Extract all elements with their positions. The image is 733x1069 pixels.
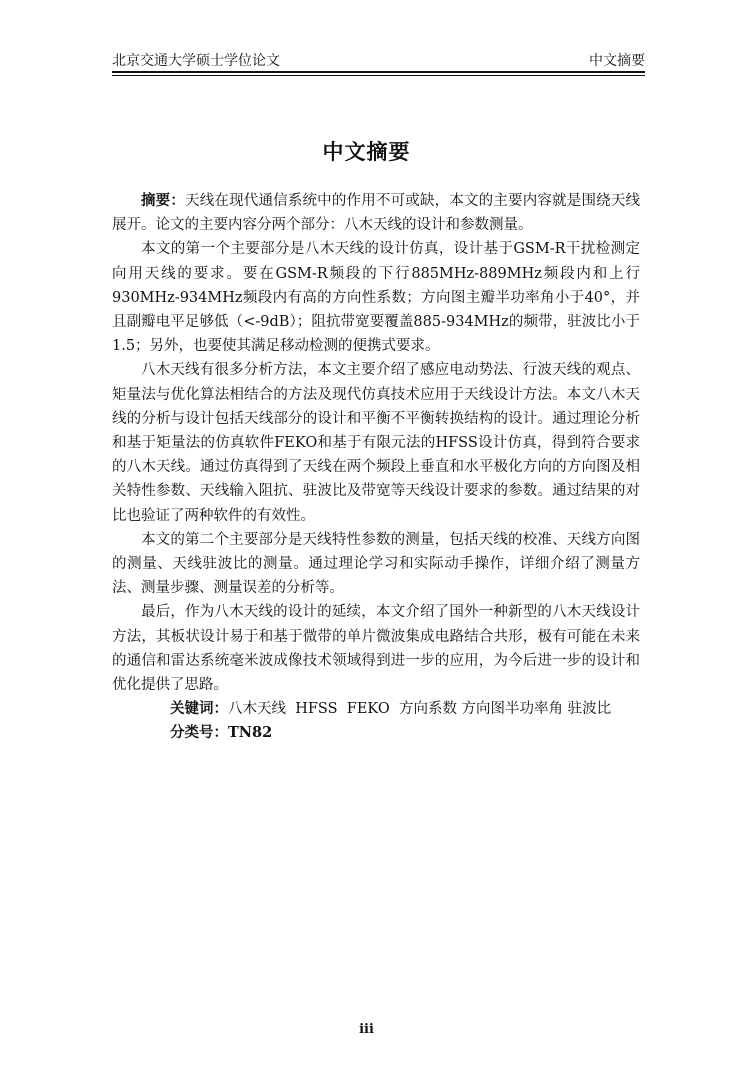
abstract-body — [112, 189, 640, 746]
page-number: iii — [359, 1022, 374, 1037]
keywords-label: 关键词： — [170, 700, 228, 718]
abstract-paragraph-4: 本文的第二个主要部分是天线特性参数的测量，包括天线的校准、天线方向图的测量、天线驻波比的测量。通过理论学习和实际动手操作，详细介绍了测量方法、测量步骤、测量误差的分析等。 — [112, 531, 640, 597]
page-title: 中文摘要 — [322, 140, 411, 164]
classification-value: TN82 — [228, 724, 273, 742]
abstract-paragraph-5: 最后，作为八木天线的设计的延续，本文介绍了国外一种新型的八木天线设计方法，其板状设计易于和基于微带的单片微波集成电路结合共形，极有可能在未来的通信和雷达系统毫米波成像技术领域得到进一步的应用，为今后进一步的设计和优化提供了思路。 — [112, 604, 640, 694]
classification-label: 分类号： — [170, 724, 228, 742]
header-section-title: 中文摘要 — [589, 53, 645, 69]
running-header — [112, 46, 645, 70]
header-rule-thin — [112, 75, 645, 76]
classification-line — [112, 721, 640, 745]
header-university-title: 北京交通大学硕士学位论文 — [112, 53, 280, 69]
keywords-value: 八木天线 HFSS FEKO 方向系数 方向图半功率角 驻波比 — [228, 701, 612, 718]
abstract-label: 摘要： — [141, 192, 186, 209]
abstract-paragraph-3: 八木天线有很多分析方法，本文主要介绍了感应电动势法、行波天线的观点、矩量法与优化算法相结合的方法及现代仿真技术应用于天线设计方法。本文八木天线的分析与设计包括天线部分的设计和平衡不平衡转换结构的设计。通过理论分析和基于矩量法的仿真软件FEKO和基于有限元法的HFSS设计仿真，得到符合要求的八木天线。通过仿真得到了天线在两个频段上垂直和水平极化方向的方向图及相关特性参数、天线输入阻抗、驻波比及带宽等天线设计要求的参数。通过结果的对比也验证了两种软件的有效性。 — [112, 362, 640, 524]
header-rule-thick — [112, 71, 645, 73]
abstract-paragraph-1: 摘要：天线在现代通信系统中的作用不可或缺，本文的主要内容就是围绕天线展开。论文的主要内容分两个部分：八木天线的设计和参数测量。 — [112, 192, 640, 234]
abstract-paragraph-2: 本文的第一个主要部分是八木天线的设计仿真，设计基于GSM-R干扰检测定向用天线的要求。要在GSM-R频段的下行885MHz-889MHz频段内和上行930MHz-934MHz频段内有高的方向性系数；方向图主瓣半功率角小于40°，并且副瓣电平足够低（<-9dB）；阻抗带宽要覆盖885-934MHz的频带，驻波比小于1.5；另外，也要使其满足移动检测的便携式要求。 — [112, 241, 640, 355]
keywords-line — [112, 697, 640, 721]
